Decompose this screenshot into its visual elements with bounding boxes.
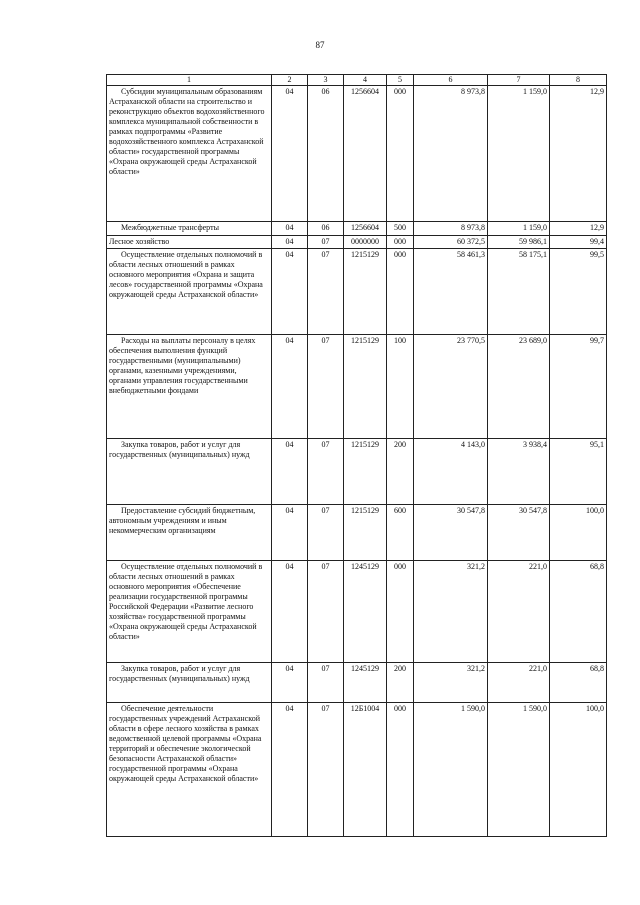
cell-section: 04: [272, 561, 308, 663]
cell-target-article: 1245129: [344, 663, 387, 703]
cell-subsection: 07: [308, 439, 344, 505]
row-name: Осуществление отдельных полномочий в области лесных отношений в рамках основного мероприятия «Обеспечение реализации государственной программы Российской Федерации «Развитие лесного хозяйства» государственной программы «Охрана окружающей среды Астраханской области»: [107, 561, 272, 663]
cell-section: 04: [272, 703, 308, 837]
cell-target-article: 0000000: [344, 236, 387, 249]
cell-actual: 59 986,1: [488, 236, 550, 249]
row-name: Расходы на выплаты персоналу в целях обеспечения выполнения функций государственными (муниципальными) органами, казенными учреждениями, органами управления государственными внебюджетными фондами: [107, 335, 272, 439]
cell-target-article: 1215129: [344, 439, 387, 505]
column-header-row: [107, 75, 607, 86]
cell-expense-type: 000: [387, 236, 414, 249]
cell-section: 04: [272, 86, 308, 222]
cell-percent: 12,9: [550, 222, 607, 236]
cell-subsection: 06: [308, 86, 344, 222]
cell-percent: 99,7: [550, 335, 607, 439]
cell-subsection: 06: [308, 222, 344, 236]
cell-expense-type: 100: [387, 335, 414, 439]
cell-actual: 23 689,0: [488, 335, 550, 439]
cell-plan: 8 973,8: [414, 222, 488, 236]
cell-section: 04: [272, 236, 308, 249]
cell-actual: 221,0: [488, 561, 550, 663]
cell-percent: 99,4: [550, 236, 607, 249]
cell-plan: 23 770,5: [414, 335, 488, 439]
table-row: [107, 439, 607, 505]
budget-table: [106, 74, 607, 837]
row-name: Осуществление отдельных полномочий в области лесных отношений в рамках основного мероприятия «Охрана и защита лесов» государственной программы «Охрана окружающей среды Астраханской области»: [107, 249, 272, 335]
table-row: [107, 703, 607, 837]
cell-target-article: 1256604: [344, 86, 387, 222]
cell-plan: 321,2: [414, 663, 488, 703]
cell-target-article: 12Б1004: [344, 703, 387, 837]
cell-percent: 68,8: [550, 561, 607, 663]
cell-expense-type: 600: [387, 505, 414, 561]
cell-percent: 12,9: [550, 86, 607, 222]
row-name: Закупка товаров, работ и услуг для государственных (муниципальных) нужд: [107, 663, 272, 703]
cell-target-article: 1245129: [344, 561, 387, 663]
table-row: [107, 236, 607, 249]
column-header: 6: [414, 75, 488, 86]
cell-plan: 8 973,8: [414, 86, 488, 222]
cell-percent: 100,0: [550, 703, 607, 837]
row-name: Субсидии муниципальным образованиям Астраханской области на строительство и реконструкцию объектов водохозяйственного комплекса муниципальной собственности в рамках подпрограммы «Развитие водохозяйственного комплекса Астраханской области» государственной программы «Охрана окружающей среды Астраханской области»: [107, 86, 272, 222]
cell-actual: 1 159,0: [488, 86, 550, 222]
row-name: Обеспечение деятельности государственных учреждений Астраханской области в сфере лесного хозяйства в рамках ведомственной целевой программы «Охрана территорий и обеспечение экологической безопасности Астраханской области» государственной программы «Охрана окружающей среды Астраханской области»: [107, 703, 272, 837]
cell-percent: 95,1: [550, 439, 607, 505]
cell-subsection: 07: [308, 249, 344, 335]
cell-section: 04: [272, 335, 308, 439]
cell-plan: 321,2: [414, 561, 488, 663]
page-number: 87: [315, 40, 325, 50]
cell-expense-type: 500: [387, 222, 414, 236]
column-header: 3: [308, 75, 344, 86]
cell-plan: 60 372,5: [414, 236, 488, 249]
column-header: 5: [387, 75, 414, 86]
cell-actual: 221,0: [488, 663, 550, 703]
cell-subsection: 07: [308, 236, 344, 249]
cell-plan: 4 143,0: [414, 439, 488, 505]
cell-section: 04: [272, 222, 308, 236]
row-name: Закупка товаров, работ и услуг для государственных (муниципальных) нужд: [107, 439, 272, 505]
column-header: 7: [488, 75, 550, 86]
cell-subsection: 07: [308, 335, 344, 439]
cell-section: 04: [272, 663, 308, 703]
cell-expense-type: 000: [387, 703, 414, 837]
table-row: [107, 222, 607, 236]
cell-actual: 58 175,1: [488, 249, 550, 335]
cell-plan: 30 547,8: [414, 505, 488, 561]
table-row: [107, 86, 607, 222]
cell-section: 04: [272, 505, 308, 561]
cell-actual: 3 938,4: [488, 439, 550, 505]
cell-actual: 1 590,0: [488, 703, 550, 837]
cell-percent: 68,8: [550, 663, 607, 703]
cell-expense-type: 200: [387, 439, 414, 505]
cell-percent: 100,0: [550, 505, 607, 561]
cell-target-article: 1256604: [344, 222, 387, 236]
cell-subsection: 07: [308, 663, 344, 703]
cell-actual: 1 159,0: [488, 222, 550, 236]
cell-expense-type: 000: [387, 86, 414, 222]
row-name: Предоставление субсидий бюджетным, автономным учреждениям и иным некоммерческим организациям: [107, 505, 272, 561]
column-header: 1: [107, 75, 272, 86]
cell-section: 04: [272, 439, 308, 505]
cell-percent: 99,5: [550, 249, 607, 335]
cell-target-article: 1215129: [344, 249, 387, 335]
cell-subsection: 07: [308, 561, 344, 663]
table-row: [107, 561, 607, 663]
cell-target-article: 1215129: [344, 505, 387, 561]
row-name: Межбюджетные трансферты: [107, 222, 272, 236]
cell-subsection: 07: [308, 505, 344, 561]
column-header: 4: [344, 75, 387, 86]
table-row: [107, 335, 607, 439]
cell-expense-type: 000: [387, 561, 414, 663]
column-header: 2: [272, 75, 308, 86]
cell-subsection: 07: [308, 703, 344, 837]
cell-plan: 58 461,3: [414, 249, 488, 335]
row-name: Лесное хозяйство: [107, 236, 272, 249]
cell-actual: 30 547,8: [488, 505, 550, 561]
cell-expense-type: 000: [387, 249, 414, 335]
table-row: [107, 249, 607, 335]
cell-plan: 1 590,0: [414, 703, 488, 837]
cell-expense-type: 200: [387, 663, 414, 703]
cell-target-article: 1215129: [344, 335, 387, 439]
cell-section: 04: [272, 249, 308, 335]
column-header: 8: [550, 75, 607, 86]
table-row: [107, 505, 607, 561]
table-row: [107, 663, 607, 703]
